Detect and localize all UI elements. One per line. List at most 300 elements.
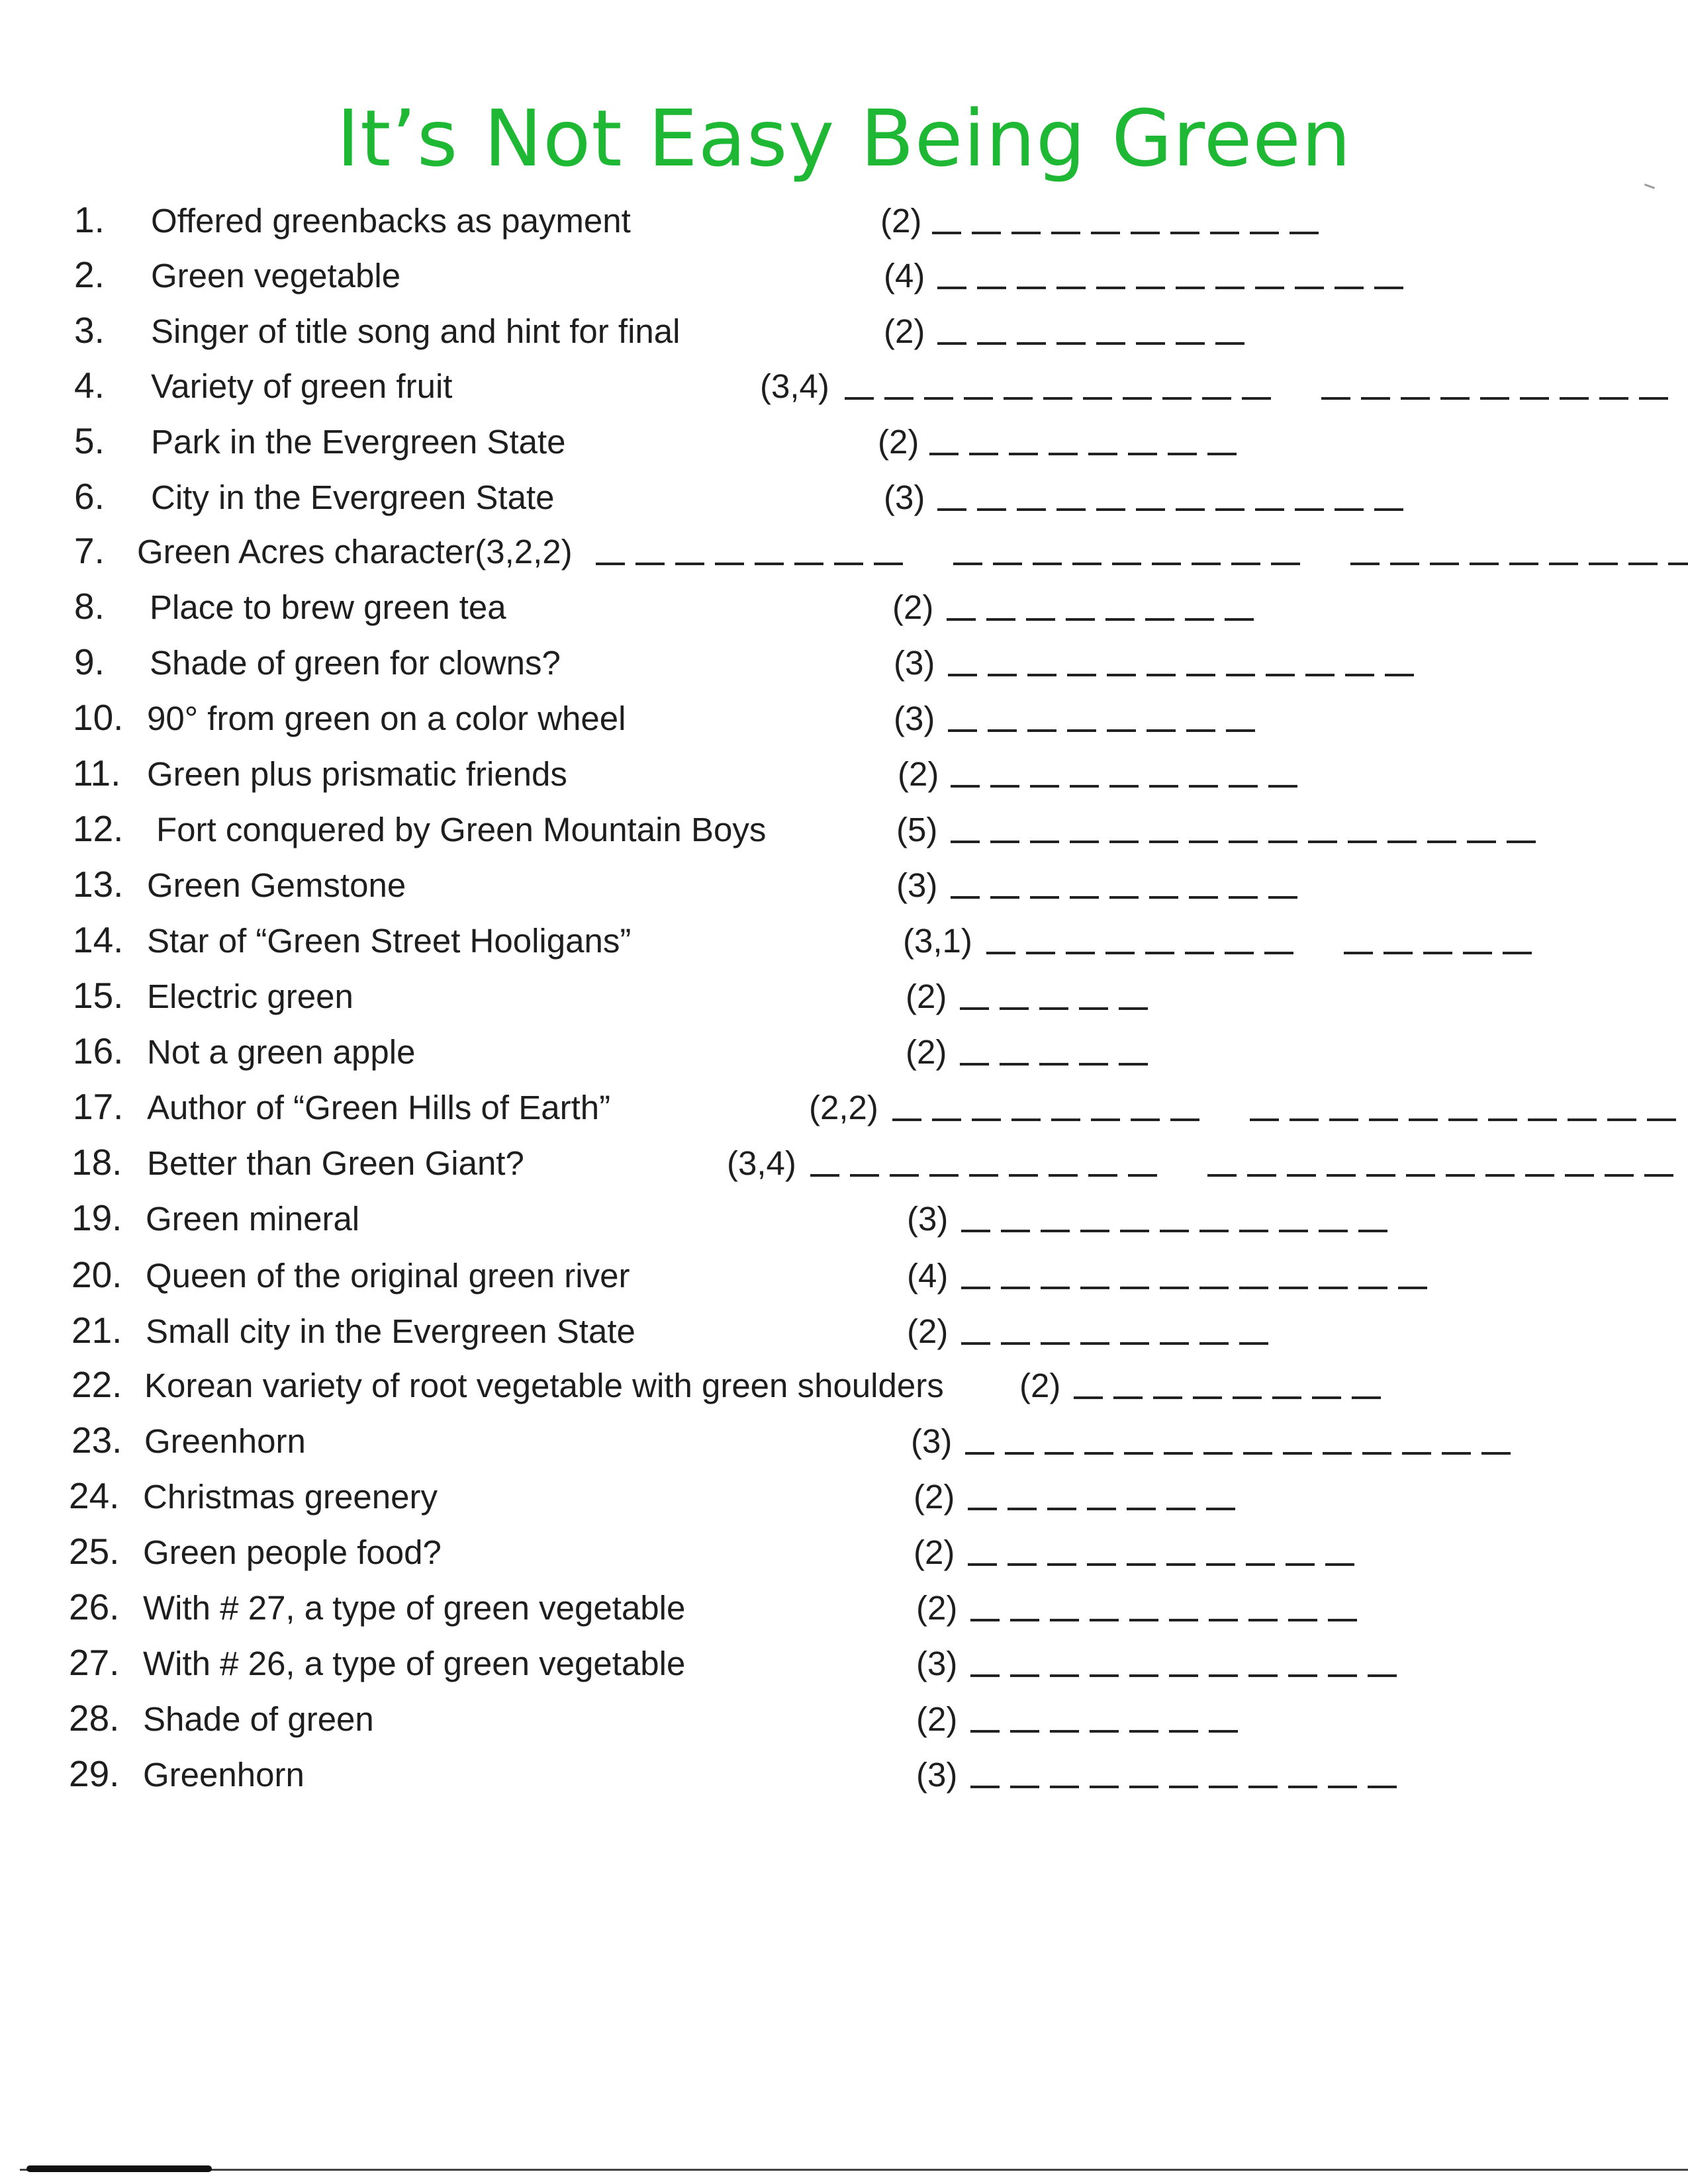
answer-word[interactable] — [1207, 1166, 1684, 1177]
letter-blank[interactable] — [1009, 1166, 1038, 1177]
answer-blanks[interactable] — [961, 1222, 1398, 1232]
letter-blank[interactable] — [1607, 1111, 1636, 1121]
letter-blank[interactable] — [1503, 944, 1532, 954]
letter-blank[interactable] — [1010, 1611, 1039, 1621]
letter-blank[interactable] — [1087, 1555, 1116, 1566]
answer-word[interactable] — [961, 1222, 1398, 1232]
letter-blank[interactable] — [1033, 555, 1062, 565]
letter-blank[interactable] — [1136, 279, 1165, 289]
letter-blank[interactable] — [1525, 1166, 1554, 1177]
letter-blank[interactable] — [953, 555, 982, 565]
letter-blank[interactable] — [715, 555, 744, 565]
letter-blank[interactable] — [1160, 1279, 1189, 1289]
letter-blank[interactable] — [1203, 1444, 1233, 1455]
answer-word[interactable] — [951, 833, 1546, 843]
answer-word[interactable] — [1350, 555, 1688, 565]
letter-blank[interactable] — [1368, 1666, 1397, 1677]
letter-blank[interactable] — [1185, 610, 1214, 621]
letter-blank[interactable] — [596, 555, 625, 565]
letter-blank[interactable] — [1323, 1444, 1352, 1455]
letter-blank[interactable] — [1050, 1778, 1079, 1788]
letter-blank[interactable] — [1480, 389, 1509, 400]
letter-blank[interactable] — [961, 1279, 990, 1289]
answer-blanks[interactable] — [961, 1334, 1279, 1345]
letter-blank[interactable] — [1319, 1222, 1348, 1232]
letter-blank[interactable] — [834, 555, 863, 565]
letter-blank[interactable] — [1096, 279, 1125, 289]
letter-blank[interactable] — [1087, 1500, 1116, 1510]
letter-blank[interactable] — [968, 1500, 997, 1510]
letter-blank[interactable] — [850, 1166, 879, 1177]
letter-blank[interactable] — [990, 833, 1019, 843]
letter-blank[interactable] — [1107, 721, 1136, 732]
letter-blank[interactable] — [990, 888, 1019, 899]
letter-blank[interactable] — [1080, 1334, 1109, 1345]
answer-blanks[interactable] — [968, 1500, 1246, 1510]
letter-blank[interactable] — [937, 334, 966, 345]
answer-word[interactable] — [953, 555, 1311, 565]
letter-blank[interactable] — [1423, 944, 1452, 954]
letter-blank[interactable] — [1011, 224, 1041, 234]
letter-blank[interactable] — [1209, 1778, 1238, 1788]
letter-blank[interactable] — [810, 1166, 839, 1177]
letter-blank[interactable] — [1166, 1555, 1196, 1566]
letter-blank[interactable] — [1000, 999, 1029, 1010]
answer-word[interactable] — [970, 1666, 1407, 1677]
letter-blank[interactable] — [1170, 224, 1199, 234]
letter-blank[interactable] — [1272, 1388, 1301, 1399]
letter-blank[interactable] — [1207, 445, 1237, 455]
letter-blank[interactable] — [951, 888, 980, 899]
letter-blank[interactable] — [1589, 555, 1618, 565]
letter-blank[interactable] — [1017, 334, 1046, 345]
letter-blank[interactable] — [1079, 999, 1108, 1010]
letter-blank[interactable] — [1047, 1500, 1076, 1510]
letter-blank[interactable] — [1074, 1388, 1103, 1399]
letter-blank[interactable] — [977, 334, 1006, 345]
answer-word[interactable] — [951, 777, 1308, 788]
letter-blank[interactable] — [1239, 1334, 1268, 1345]
answer-blanks[interactable] — [932, 224, 1329, 234]
letter-blank[interactable] — [1328, 1611, 1357, 1621]
letter-blank[interactable] — [1091, 224, 1120, 234]
letter-blank[interactable] — [1112, 555, 1141, 565]
letter-blank[interactable] — [1090, 1722, 1119, 1733]
answer-word[interactable] — [968, 1500, 1246, 1510]
letter-blank[interactable] — [1321, 389, 1350, 400]
letter-blank[interactable] — [1329, 1111, 1358, 1121]
letter-blank[interactable] — [1169, 1611, 1198, 1621]
letter-blank[interactable] — [1288, 1778, 1317, 1788]
letter-blank[interactable] — [794, 555, 823, 565]
letter-blank[interactable] — [1136, 334, 1165, 345]
letter-blank[interactable] — [1189, 777, 1218, 788]
answer-blanks[interactable] — [937, 500, 1414, 511]
answer-word[interactable] — [1250, 1111, 1687, 1121]
letter-blank[interactable] — [990, 777, 1019, 788]
letter-blank[interactable] — [1401, 389, 1430, 400]
letter-blank[interactable] — [1247, 1166, 1276, 1177]
answer-blanks[interactable] — [970, 1722, 1248, 1733]
letter-blank[interactable] — [1123, 389, 1152, 400]
letter-blank[interactable] — [1027, 666, 1056, 676]
letter-blank[interactable] — [961, 1222, 990, 1232]
answer-blanks[interactable] — [951, 833, 1546, 843]
answer-blanks[interactable] — [970, 1778, 1407, 1788]
letter-blank[interactable] — [960, 999, 989, 1010]
letter-blank[interactable] — [1050, 1722, 1079, 1733]
letter-blank[interactable] — [1050, 1611, 1079, 1621]
letter-blank[interactable] — [1507, 833, 1536, 843]
letter-blank[interactable] — [961, 1334, 990, 1345]
letter-blank[interactable] — [1160, 1334, 1189, 1345]
letter-blank[interactable] — [1509, 555, 1538, 565]
letter-blank[interactable] — [1145, 944, 1174, 954]
letter-blank[interactable] — [1168, 445, 1197, 455]
letter-blank[interactable] — [1152, 555, 1181, 565]
letter-blank[interactable] — [1017, 279, 1046, 289]
letter-blank[interactable] — [977, 279, 1006, 289]
letter-blank[interactable] — [1266, 666, 1295, 676]
letter-blank[interactable] — [932, 224, 961, 234]
answer-word[interactable] — [929, 445, 1247, 455]
letter-blank[interactable] — [1246, 1555, 1275, 1566]
letter-blank[interactable] — [948, 666, 977, 676]
letter-blank[interactable] — [948, 721, 977, 732]
letter-blank[interactable] — [1215, 279, 1244, 289]
letter-blank[interactable] — [1628, 555, 1658, 565]
letter-blank[interactable] — [924, 389, 953, 400]
answer-word[interactable] — [960, 999, 1158, 1010]
letter-blank[interactable] — [1131, 1111, 1160, 1121]
letter-blank[interactable] — [1056, 334, 1086, 345]
letter-blank[interactable] — [1271, 555, 1300, 565]
answer-word[interactable] — [948, 721, 1266, 732]
answer-word[interactable] — [937, 334, 1255, 345]
letter-blank[interactable] — [993, 555, 1022, 565]
letter-blank[interactable] — [1242, 389, 1271, 400]
letter-blank[interactable] — [1056, 279, 1086, 289]
letter-blank[interactable] — [1070, 777, 1099, 788]
letter-blank[interactable] — [1149, 777, 1178, 788]
letter-blank[interactable] — [1470, 555, 1499, 565]
letter-blank[interactable] — [970, 1666, 1000, 1677]
letter-blank[interactable] — [1639, 389, 1668, 400]
letter-blank[interactable] — [1328, 1666, 1357, 1677]
answer-blanks[interactable] — [951, 777, 1308, 788]
letter-blank[interactable] — [1176, 500, 1205, 511]
letter-blank[interactable] — [1113, 1388, 1143, 1399]
letter-blank[interactable] — [1070, 888, 1099, 899]
answer-word[interactable] — [961, 1279, 1438, 1289]
answer-blanks[interactable] — [1074, 1388, 1391, 1399]
letter-blank[interactable] — [1481, 1444, 1511, 1455]
letter-blank[interactable] — [1264, 944, 1293, 954]
answer-word[interactable] — [932, 224, 1329, 234]
letter-blank[interactable] — [1128, 1166, 1157, 1177]
letter-blank[interactable] — [1287, 1166, 1316, 1177]
answer-blanks[interactable] — [947, 610, 1264, 621]
letter-blank[interactable] — [1335, 279, 1364, 289]
letter-blank[interactable] — [1305, 666, 1335, 676]
answer-word[interactable] — [937, 279, 1414, 289]
letter-blank[interactable] — [1325, 1555, 1354, 1566]
letter-blank[interactable] — [1209, 1722, 1238, 1733]
answer-blanks[interactable] — [970, 1666, 1407, 1677]
letter-blank[interactable] — [1345, 666, 1374, 676]
answer-blanks[interactable] — [965, 1444, 1521, 1455]
answer-blanks[interactable] — [892, 1111, 1687, 1121]
letter-blank[interactable] — [1374, 500, 1403, 511]
answer-word[interactable] — [965, 1444, 1521, 1455]
answer-word[interactable] — [970, 1778, 1407, 1788]
letter-blank[interactable] — [1164, 1444, 1193, 1455]
letter-blank[interactable] — [1560, 389, 1589, 400]
letter-blank[interactable] — [1096, 500, 1125, 511]
letter-blank[interactable] — [1039, 999, 1068, 1010]
letter-blank[interactable] — [1030, 833, 1059, 843]
letter-blank[interactable] — [1427, 833, 1456, 843]
letter-blank[interactable] — [1255, 500, 1284, 511]
letter-blank[interactable] — [1199, 1334, 1229, 1345]
letter-blank[interactable] — [988, 721, 1017, 732]
letter-blank[interactable] — [1153, 1388, 1182, 1399]
letter-blank[interactable] — [1185, 944, 1214, 954]
letter-blank[interactable] — [1209, 1666, 1238, 1677]
letter-blank[interactable] — [1352, 1388, 1381, 1399]
letter-blank[interactable] — [1312, 1388, 1341, 1399]
answer-blanks[interactable] — [937, 334, 1255, 345]
letter-blank[interactable] — [1129, 1611, 1158, 1621]
letter-blank[interactable] — [1026, 944, 1055, 954]
letter-blank[interactable] — [1047, 1555, 1076, 1566]
letter-blank[interactable] — [1056, 500, 1086, 511]
letter-blank[interactable] — [1128, 445, 1157, 455]
letter-blank[interactable] — [1186, 721, 1215, 732]
letter-blank[interactable] — [1070, 833, 1099, 843]
answer-word[interactable] — [845, 389, 1282, 400]
letter-blank[interactable] — [1328, 1778, 1357, 1788]
letter-blank[interactable] — [1105, 610, 1135, 621]
letter-blank[interactable] — [1199, 1222, 1229, 1232]
letter-blank[interactable] — [1549, 555, 1578, 565]
letter-blank[interactable] — [1409, 1111, 1438, 1121]
letter-blank[interactable] — [1145, 610, 1174, 621]
letter-blank[interactable] — [675, 555, 704, 565]
answer-word[interactable] — [892, 1111, 1210, 1121]
letter-blank[interactable] — [1286, 1555, 1315, 1566]
letter-blank[interactable] — [1369, 1111, 1398, 1121]
letter-blank[interactable] — [1248, 1778, 1278, 1788]
letter-blank[interactable] — [1001, 1279, 1030, 1289]
letter-blank[interactable] — [1488, 1111, 1517, 1121]
letter-blank[interactable] — [874, 555, 903, 565]
letter-blank[interactable] — [1105, 944, 1135, 954]
letter-blank[interactable] — [1147, 666, 1176, 676]
letter-blank[interactable] — [1233, 1388, 1262, 1399]
letter-blank[interactable] — [1226, 666, 1255, 676]
answer-blanks[interactable] — [929, 445, 1247, 455]
letter-blank[interactable] — [1088, 445, 1117, 455]
letter-blank[interactable] — [1268, 777, 1297, 788]
letter-blank[interactable] — [1647, 1111, 1676, 1121]
letter-blank[interactable] — [1119, 999, 1148, 1010]
letter-blank[interactable] — [1226, 721, 1255, 732]
answer-blanks[interactable] — [960, 999, 1158, 1010]
letter-blank[interactable] — [1289, 224, 1319, 234]
letter-blank[interactable] — [1120, 1334, 1149, 1345]
answer-blanks[interactable] — [596, 555, 1688, 565]
letter-blank[interactable] — [1066, 944, 1095, 954]
letter-blank[interactable] — [1147, 721, 1176, 732]
letter-blank[interactable] — [1279, 1222, 1308, 1232]
letter-blank[interactable] — [1120, 1222, 1149, 1232]
letter-blank[interactable] — [1319, 1279, 1348, 1289]
letter-blank[interactable] — [1239, 1222, 1268, 1232]
answer-word[interactable] — [596, 555, 914, 565]
letter-blank[interactable] — [1368, 1778, 1397, 1788]
letter-blank[interactable] — [1162, 389, 1192, 400]
letter-blank[interactable] — [1243, 1444, 1272, 1455]
letter-blank[interactable] — [1485, 1166, 1515, 1177]
letter-blank[interactable] — [1186, 666, 1215, 676]
answer-blanks[interactable] — [845, 389, 1679, 400]
letter-blank[interactable] — [1348, 833, 1377, 843]
letter-blank[interactable] — [635, 555, 665, 565]
letter-blank[interactable] — [1350, 555, 1380, 565]
answer-word[interactable] — [970, 1611, 1368, 1621]
letter-blank[interactable] — [929, 1166, 959, 1177]
answer-word[interactable] — [1344, 944, 1542, 954]
letter-blank[interactable] — [1039, 1055, 1068, 1066]
letter-blank[interactable] — [1090, 1666, 1119, 1677]
letter-blank[interactable] — [964, 389, 993, 400]
letter-blank[interactable] — [1080, 1222, 1109, 1232]
letter-blank[interactable] — [1209, 1611, 1238, 1621]
letter-blank[interactable] — [1127, 1555, 1156, 1566]
letter-blank[interactable] — [1136, 500, 1165, 511]
letter-blank[interactable] — [1005, 1444, 1034, 1455]
letter-blank[interactable] — [1169, 1722, 1198, 1733]
letter-blank[interactable] — [951, 777, 980, 788]
letter-blank[interactable] — [1295, 279, 1324, 289]
answer-word[interactable] — [937, 500, 1414, 511]
answer-blanks[interactable] — [948, 721, 1266, 732]
letter-blank[interactable] — [1358, 1222, 1387, 1232]
answer-word[interactable] — [1074, 1388, 1391, 1399]
letter-blank[interactable] — [1176, 279, 1205, 289]
letter-blank[interactable] — [1255, 279, 1284, 289]
answer-word[interactable] — [947, 610, 1264, 621]
letter-blank[interactable] — [1402, 1444, 1431, 1455]
letter-blank[interactable] — [1268, 833, 1297, 843]
letter-blank[interactable] — [1096, 334, 1125, 345]
letter-blank[interactable] — [1215, 500, 1244, 511]
letter-blank[interactable] — [1374, 279, 1403, 289]
letter-blank[interactable] — [1001, 1222, 1030, 1232]
letter-blank[interactable] — [1599, 389, 1628, 400]
letter-blank[interactable] — [1366, 1166, 1395, 1177]
letter-blank[interactable] — [1406, 1166, 1435, 1177]
letter-blank[interactable] — [1119, 1055, 1148, 1066]
letter-blank[interactable] — [1129, 1778, 1158, 1788]
letter-blank[interactable] — [1225, 944, 1254, 954]
letter-blank[interactable] — [1080, 1279, 1109, 1289]
letter-blank[interactable] — [1467, 833, 1496, 843]
letter-blank[interactable] — [969, 1166, 998, 1177]
letter-blank[interactable] — [1239, 1279, 1268, 1289]
letter-blank[interactable] — [1207, 1166, 1237, 1177]
letter-blank[interactable] — [1011, 1111, 1041, 1121]
letter-blank[interactable] — [1248, 1666, 1278, 1677]
letter-blank[interactable] — [1390, 555, 1419, 565]
letter-blank[interactable] — [1160, 1222, 1189, 1232]
letter-blank[interactable] — [1361, 389, 1390, 400]
letter-blank[interactable] — [1091, 1111, 1120, 1121]
letter-blank[interactable] — [932, 1111, 961, 1121]
answer-word[interactable] — [1321, 389, 1679, 400]
letter-blank[interactable] — [1045, 1444, 1074, 1455]
letter-blank[interactable] — [1041, 1222, 1070, 1232]
answer-blanks[interactable] — [961, 1279, 1438, 1289]
letter-blank[interactable] — [1051, 224, 1080, 234]
letter-blank[interactable] — [1189, 888, 1218, 899]
letter-blank[interactable] — [988, 666, 1017, 676]
letter-blank[interactable] — [1131, 224, 1160, 234]
letter-blank[interactable] — [1109, 777, 1139, 788]
letter-blank[interactable] — [965, 1444, 994, 1455]
letter-blank[interactable] — [1067, 721, 1096, 732]
answer-word[interactable] — [960, 1055, 1158, 1066]
letter-blank[interactable] — [1030, 888, 1059, 899]
letter-blank[interactable] — [1009, 445, 1038, 455]
letter-blank[interactable] — [1127, 1500, 1156, 1510]
letter-blank[interactable] — [1605, 1166, 1634, 1177]
letter-blank[interactable] — [1520, 389, 1549, 400]
letter-blank[interactable] — [960, 1055, 989, 1066]
answer-blanks[interactable] — [986, 944, 1542, 954]
letter-blank[interactable] — [1170, 1111, 1199, 1121]
letter-blank[interactable] — [929, 445, 959, 455]
letter-blank[interactable] — [1308, 833, 1337, 843]
letter-blank[interactable] — [1072, 555, 1102, 565]
letter-blank[interactable] — [1149, 888, 1178, 899]
letter-blank[interactable] — [972, 224, 1001, 234]
letter-blank[interactable] — [1568, 1111, 1597, 1121]
letter-blank[interactable] — [970, 1611, 1000, 1621]
letter-blank[interactable] — [1008, 1555, 1037, 1566]
letter-blank[interactable] — [755, 555, 784, 565]
letter-blank[interactable] — [977, 500, 1006, 511]
letter-blank[interactable] — [1206, 1555, 1235, 1566]
answer-word[interactable] — [951, 888, 1308, 899]
letter-blank[interactable] — [1066, 610, 1095, 621]
letter-blank[interactable] — [970, 1722, 1000, 1733]
letter-blank[interactable] — [1202, 389, 1231, 400]
letter-blank[interactable] — [1225, 610, 1254, 621]
letter-blank[interactable] — [986, 944, 1015, 954]
letter-blank[interactable] — [951, 833, 980, 843]
letter-blank[interactable] — [1129, 1666, 1158, 1677]
letter-blank[interactable] — [1668, 555, 1688, 565]
letter-blank[interactable] — [1231, 555, 1260, 565]
letter-blank[interactable] — [1215, 334, 1244, 345]
letter-blank[interactable] — [970, 1778, 1000, 1788]
answer-blanks[interactable] — [960, 1055, 1158, 1066]
answer-blanks[interactable] — [810, 1166, 1684, 1177]
letter-blank[interactable] — [1206, 1500, 1235, 1510]
letter-blank[interactable] — [1268, 888, 1297, 899]
